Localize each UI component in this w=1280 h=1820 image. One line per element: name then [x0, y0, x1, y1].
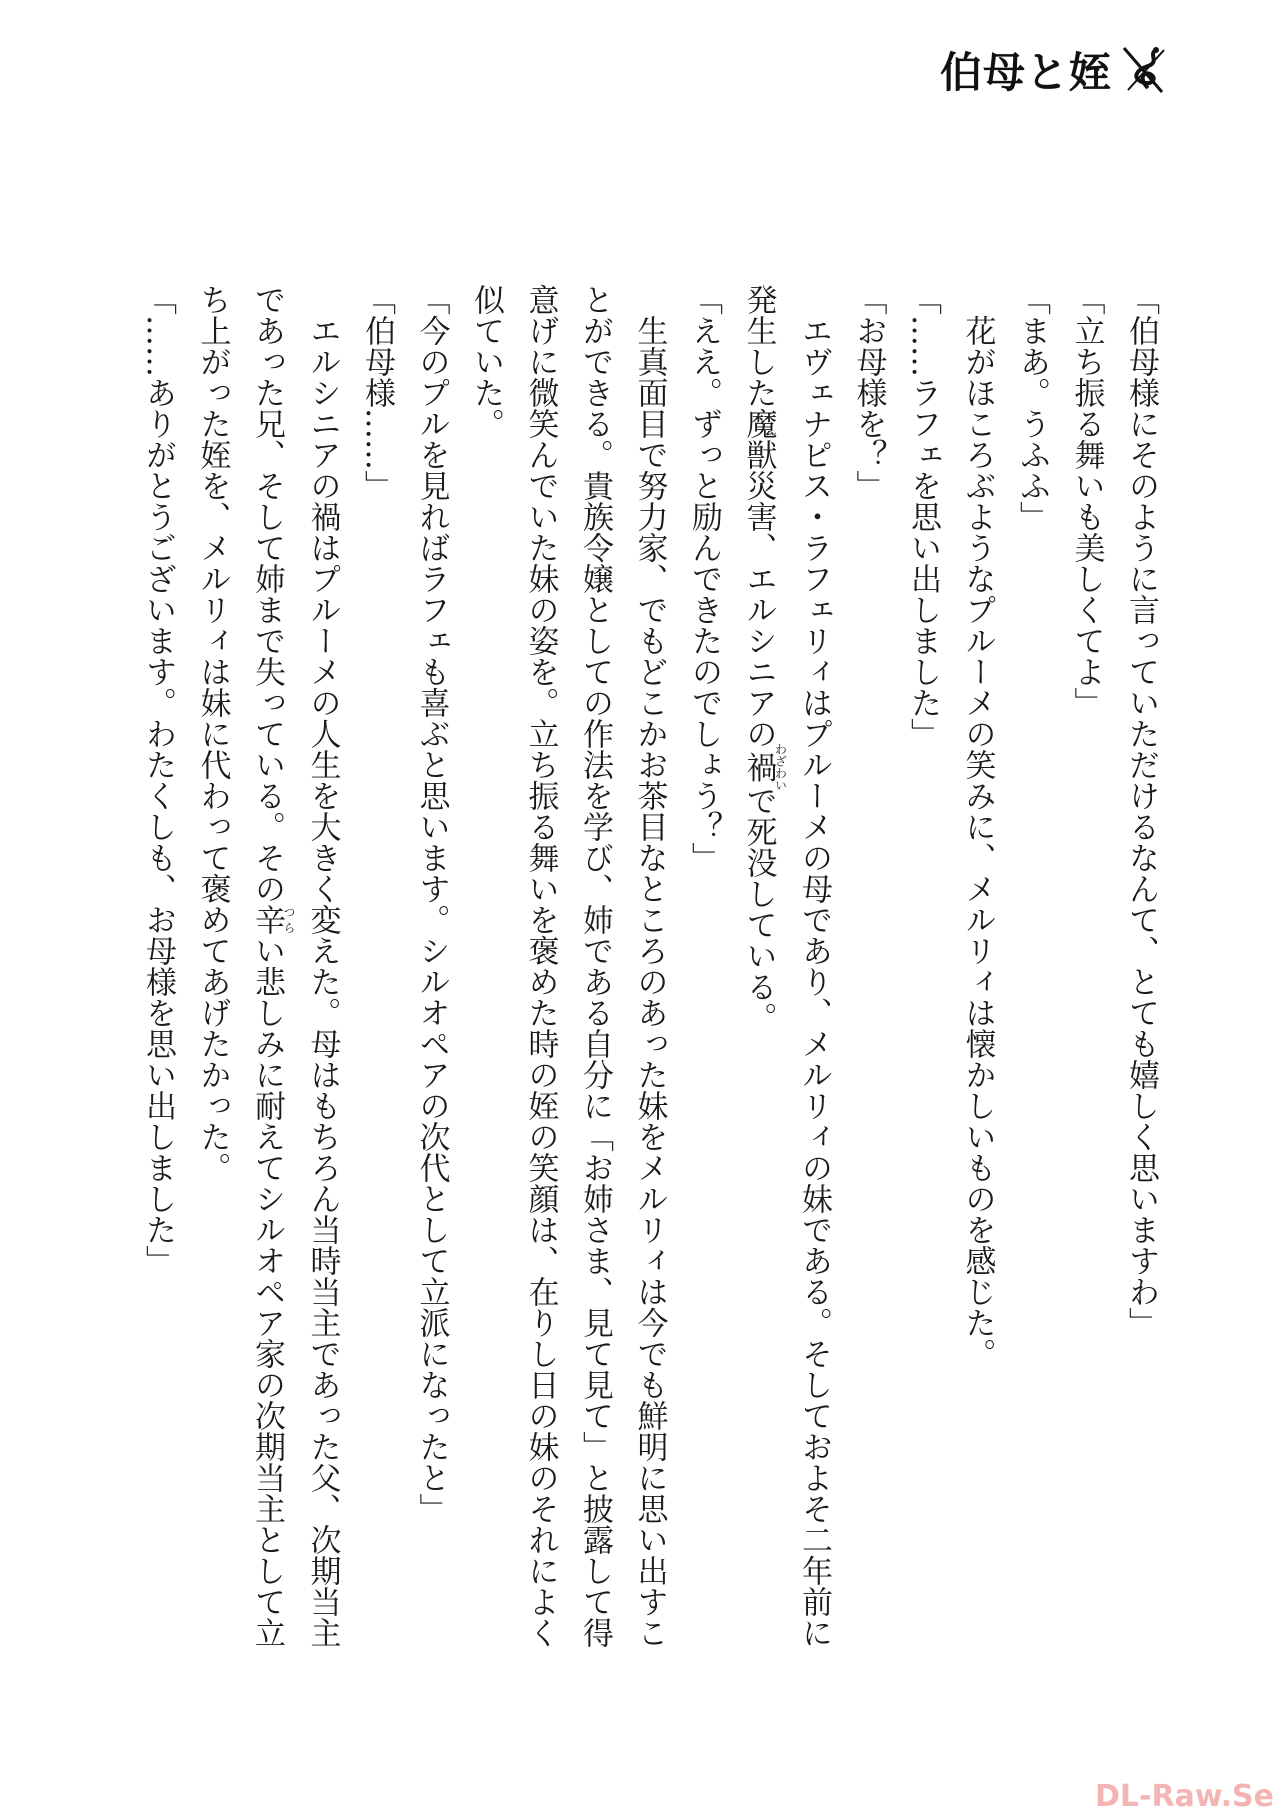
ruby-annotation: [740, 743, 788, 791]
text-segment: 「まあ。うふふ」: [1014, 284, 1050, 532]
text-segment: 「……ラフェを思い出しました」: [905, 284, 941, 749]
text-segment: 意げに微笑んでいた妹の姿を。立ち振る舞いを褒めた時の姪の笑顔は、在りし日の妹のそれによく: [522, 284, 559, 1648]
text-line: [896, 284, 951, 1684]
text-line: [1114, 284, 1169, 1684]
page-header: [940, 40, 1170, 100]
text-segment: 「伯母様にそのように言っていただけるなんて、とても嬉しく思いますわ」: [1123, 284, 1159, 1338]
text-line: [1059, 284, 1114, 1684]
text-line: [1005, 284, 1060, 1684]
text-segment: ち上がった姪を、メルリィは妹に代わって褒めてあげたかった。: [194, 284, 231, 1183]
text-segment: 「今のプルを見ればラフェも喜ぶと思います。シルオペアの次代として立派になったと」: [413, 284, 450, 1524]
text-segment: 「立ち振る舞いも美しくてよ」: [1068, 284, 1105, 718]
text-line: [350, 284, 405, 1684]
text-segment: 「お母様を？」: [850, 284, 887, 501]
ruby-base: 辛: [249, 904, 285, 935]
text-line: [131, 284, 186, 1684]
text-segment: 似ていた。: [468, 284, 504, 439]
text-segment: 花がほころぶようなプルーメの笑みに、メルリィは懐かしいものを感じた。: [959, 284, 996, 1369]
text-line: [568, 284, 623, 1684]
text-line: [841, 284, 896, 1684]
text-line: [459, 284, 514, 1684]
text-line: [185, 284, 240, 1684]
ruby-base: 禍: [740, 743, 777, 791]
ruby-reading: わざわい: [773, 743, 788, 791]
text-segment: 「……ありがとうございます。わたくしも、お母様を思い出しました」: [140, 284, 176, 1276]
text-segment: とができる。貴族令嬢としての作法を学び、姉である自分に「お姉さま、見て見て」と披露して得: [577, 284, 613, 1648]
text-segment: で死没している。: [740, 785, 777, 1033]
text-segment: 「伯母様……」: [359, 284, 395, 501]
text-segment: 生真面目で努力家、でもどこかお茶目なところのあった妹をメルリィは今でも鮮明に思い出すこ: [631, 284, 668, 1648]
ruby-reading: つら: [282, 904, 296, 935]
text-line: [950, 284, 1005, 1684]
chapter-title: 伯母と姪: [940, 48, 1113, 97]
text-line: [787, 284, 842, 1684]
text-segment: 発生した魔獣災害、エルシニアの: [740, 284, 777, 749]
text-segment: エヴェナピス・ラフェリィはプルーメの母であり、メルリィの妹である。そしておよそ二年前に: [796, 284, 832, 1648]
text-line: [404, 284, 459, 1684]
text-segment: い悲しみに耐えてシルオペア家の次期当主として立: [249, 935, 285, 1648]
text-line: [731, 284, 787, 1684]
watermark: DL-Raw.Se: [1095, 1779, 1274, 1814]
text-segment: 「ええ。ずっと励んできたのでしょう？」: [686, 284, 722, 873]
text-line: [240, 284, 296, 1684]
body-text: [131, 284, 1169, 1684]
text-segment: であった兄、そして姉まで失っている。その: [249, 284, 285, 904]
text-line: [677, 284, 732, 1684]
crossed-sword-serpent-icon: [1118, 44, 1170, 96]
text-line: [622, 284, 677, 1684]
text-line: [295, 284, 350, 1684]
text-segment: エルシニアの禍はプルーメの人生を大きく変えた。母はもちろん当時当主であった父、次期当主: [304, 284, 341, 1648]
text-line: [513, 284, 568, 1684]
ruby-annotation: [249, 904, 296, 935]
